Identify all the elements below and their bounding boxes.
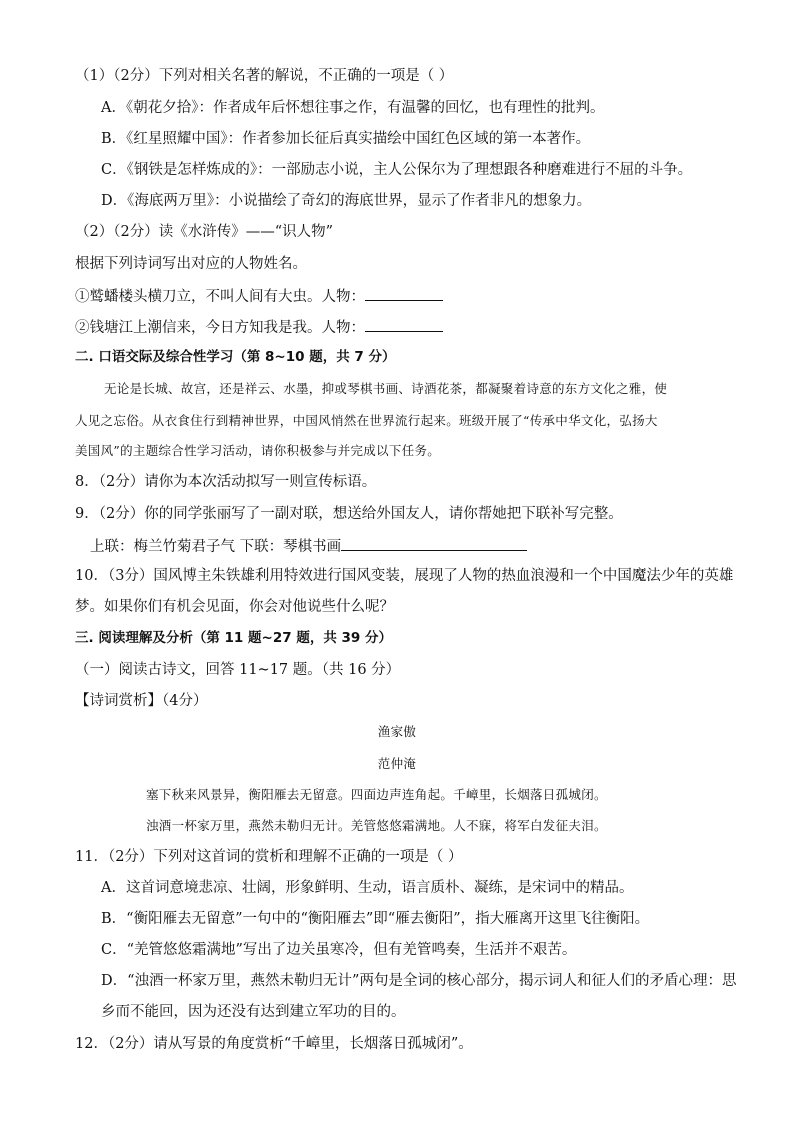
poem-title: 渔家傲 bbox=[377, 724, 417, 739]
q2-item-2 bbox=[75, 317, 443, 337]
answer-blank[interactable] bbox=[341, 536, 527, 551]
q1-option-d: D．《海底两万里》：小说描绘了奇幻的海底世界，显示了作者非凡的想象力。 bbox=[101, 193, 592, 209]
q2-item-1-text: ①鹫蟠楼头横刀立，不叫人间有大虫。人物： bbox=[75, 289, 365, 305]
q1-option-c: C．《钢铁是怎样炼成的》：一部励志小说，主人公保尔为了理想跟各种磨难进行不屈的斗争。 bbox=[101, 162, 693, 178]
q11-option-a: A．这首词意境悲凉、壮阔，形象鲜明、生动，语言质朴、凝练，是宋词中的精品。 bbox=[101, 880, 634, 896]
q2-instruction: 根据下列诗词写出对应的人物姓名。 bbox=[75, 256, 307, 272]
poem-line-2: 浊酒一杯家万里，燕然未勒归无计。羌管悠悠霜满地。人不寐，将军白发征夫泪。 bbox=[146, 818, 607, 833]
answer-blank[interactable] bbox=[365, 317, 443, 332]
answer-blank[interactable] bbox=[365, 286, 443, 301]
q10-line-2: 梦。如果你们有机会见面，你会对他说些什么呢？ bbox=[75, 599, 394, 615]
poem-line-1: 塞下秋来风景异，衡阳雁去无留意。四面边声连角起。千嶂里，长烟落日孤城闭。 bbox=[146, 787, 607, 802]
section-2-intro-line-3: 美国风”的主题综合性学习活动，请你积极参与并完成以下任务。 bbox=[75, 443, 441, 458]
q1-option-a: A．《朝花夕拾》：作者成年后怀想往事之作，有温馨的回忆，也有理性的批判。 bbox=[101, 100, 605, 116]
q8-stem: 8．（2分）请你为本次活动拟写一则宣传标语。 bbox=[75, 474, 377, 490]
section-2-intro-line-2: 人见之忘俗。从衣食住行到精神世界，中国风悄然在世界流行起来。班级开展了“传承中华文化，弘扬大 bbox=[75, 413, 658, 428]
section-2-heading: 二. 口语交际及综合性学习（第 8~10 题，共 7 分） bbox=[75, 349, 396, 365]
q11-option-c: C．“羌管悠悠霜满地”写出了边关虽寒冷，但有羌管鸣奏，生活并不艰苦。 bbox=[101, 942, 577, 958]
poem-author: 范仲淹 bbox=[377, 756, 417, 771]
section-3-heading: 三. 阅读理解及分析（第 11 题~27 题，共 39 分） bbox=[75, 630, 392, 646]
q2-item-1 bbox=[75, 286, 443, 306]
section-3-sub-1: （一）阅读古诗文，回答 11~17 题。（共 16 分） bbox=[75, 662, 401, 678]
q9-couplet-text: 上联：梅兰竹菊君子气 下联：琴棋书画 bbox=[90, 539, 342, 555]
q2-item-2-text: ②钱塘江上潮信来，今日方知我是我。人物： bbox=[75, 320, 365, 336]
q12-stem: 12．（2分）请从写景的角度赏析“千嶂里，长烟落日孤城闭”。 bbox=[75, 1036, 473, 1052]
q9-stem: 9．（2分）你的同学张丽写了一副对联，想送给外国友人，请你帮她把下联补写完整。 bbox=[75, 506, 623, 522]
q1-stem: （1）（2分）下列对相关名著的解说，不正确的一项是（ ） bbox=[75, 68, 454, 84]
section-2-intro-line-1: 无论是长城、故宫，还是祥云、水墨，抑或琴棋书画、诗酒花茶，都凝聚着诗意的东方文化之雅，使 bbox=[104, 381, 668, 396]
q11-option-b: B．“衡阳雁去无留意”一句中的“衡阳雁去”即“雁去衡阳”，指大雁离开这里飞往衡阳。 bbox=[101, 911, 650, 927]
q11-option-d-line-2: 乡而不能回，因为还没有达到建立军功的目的。 bbox=[101, 1004, 406, 1020]
q1-option-b: B．《红星照耀中国》：作者参加长征后真实描绘中国红色区域的第一本著作。 bbox=[101, 131, 591, 147]
q2-stem: （2）（2分）读《水浒传》——“识人物” bbox=[75, 224, 334, 240]
q9-couplet bbox=[90, 536, 527, 556]
q11-stem: 11．（2分）下列对这首词的赏析和理解不正确的一项是（ ） bbox=[75, 849, 463, 865]
q11-option-d-line-1: D．“浊酒一杯家万里，燕然未勒归无计”两句是全词的核心部分，揭示词人和征人们的矛盾心理：思 bbox=[101, 973, 737, 989]
poem-label: 【诗词赏析】（4分） bbox=[75, 693, 208, 709]
q10-line-1: 10．（3分）国风博主朱铁雄利用特效进行国风变装，展现了人物的热血浪漫和一个中国魔法少年的英雄 bbox=[75, 568, 734, 584]
